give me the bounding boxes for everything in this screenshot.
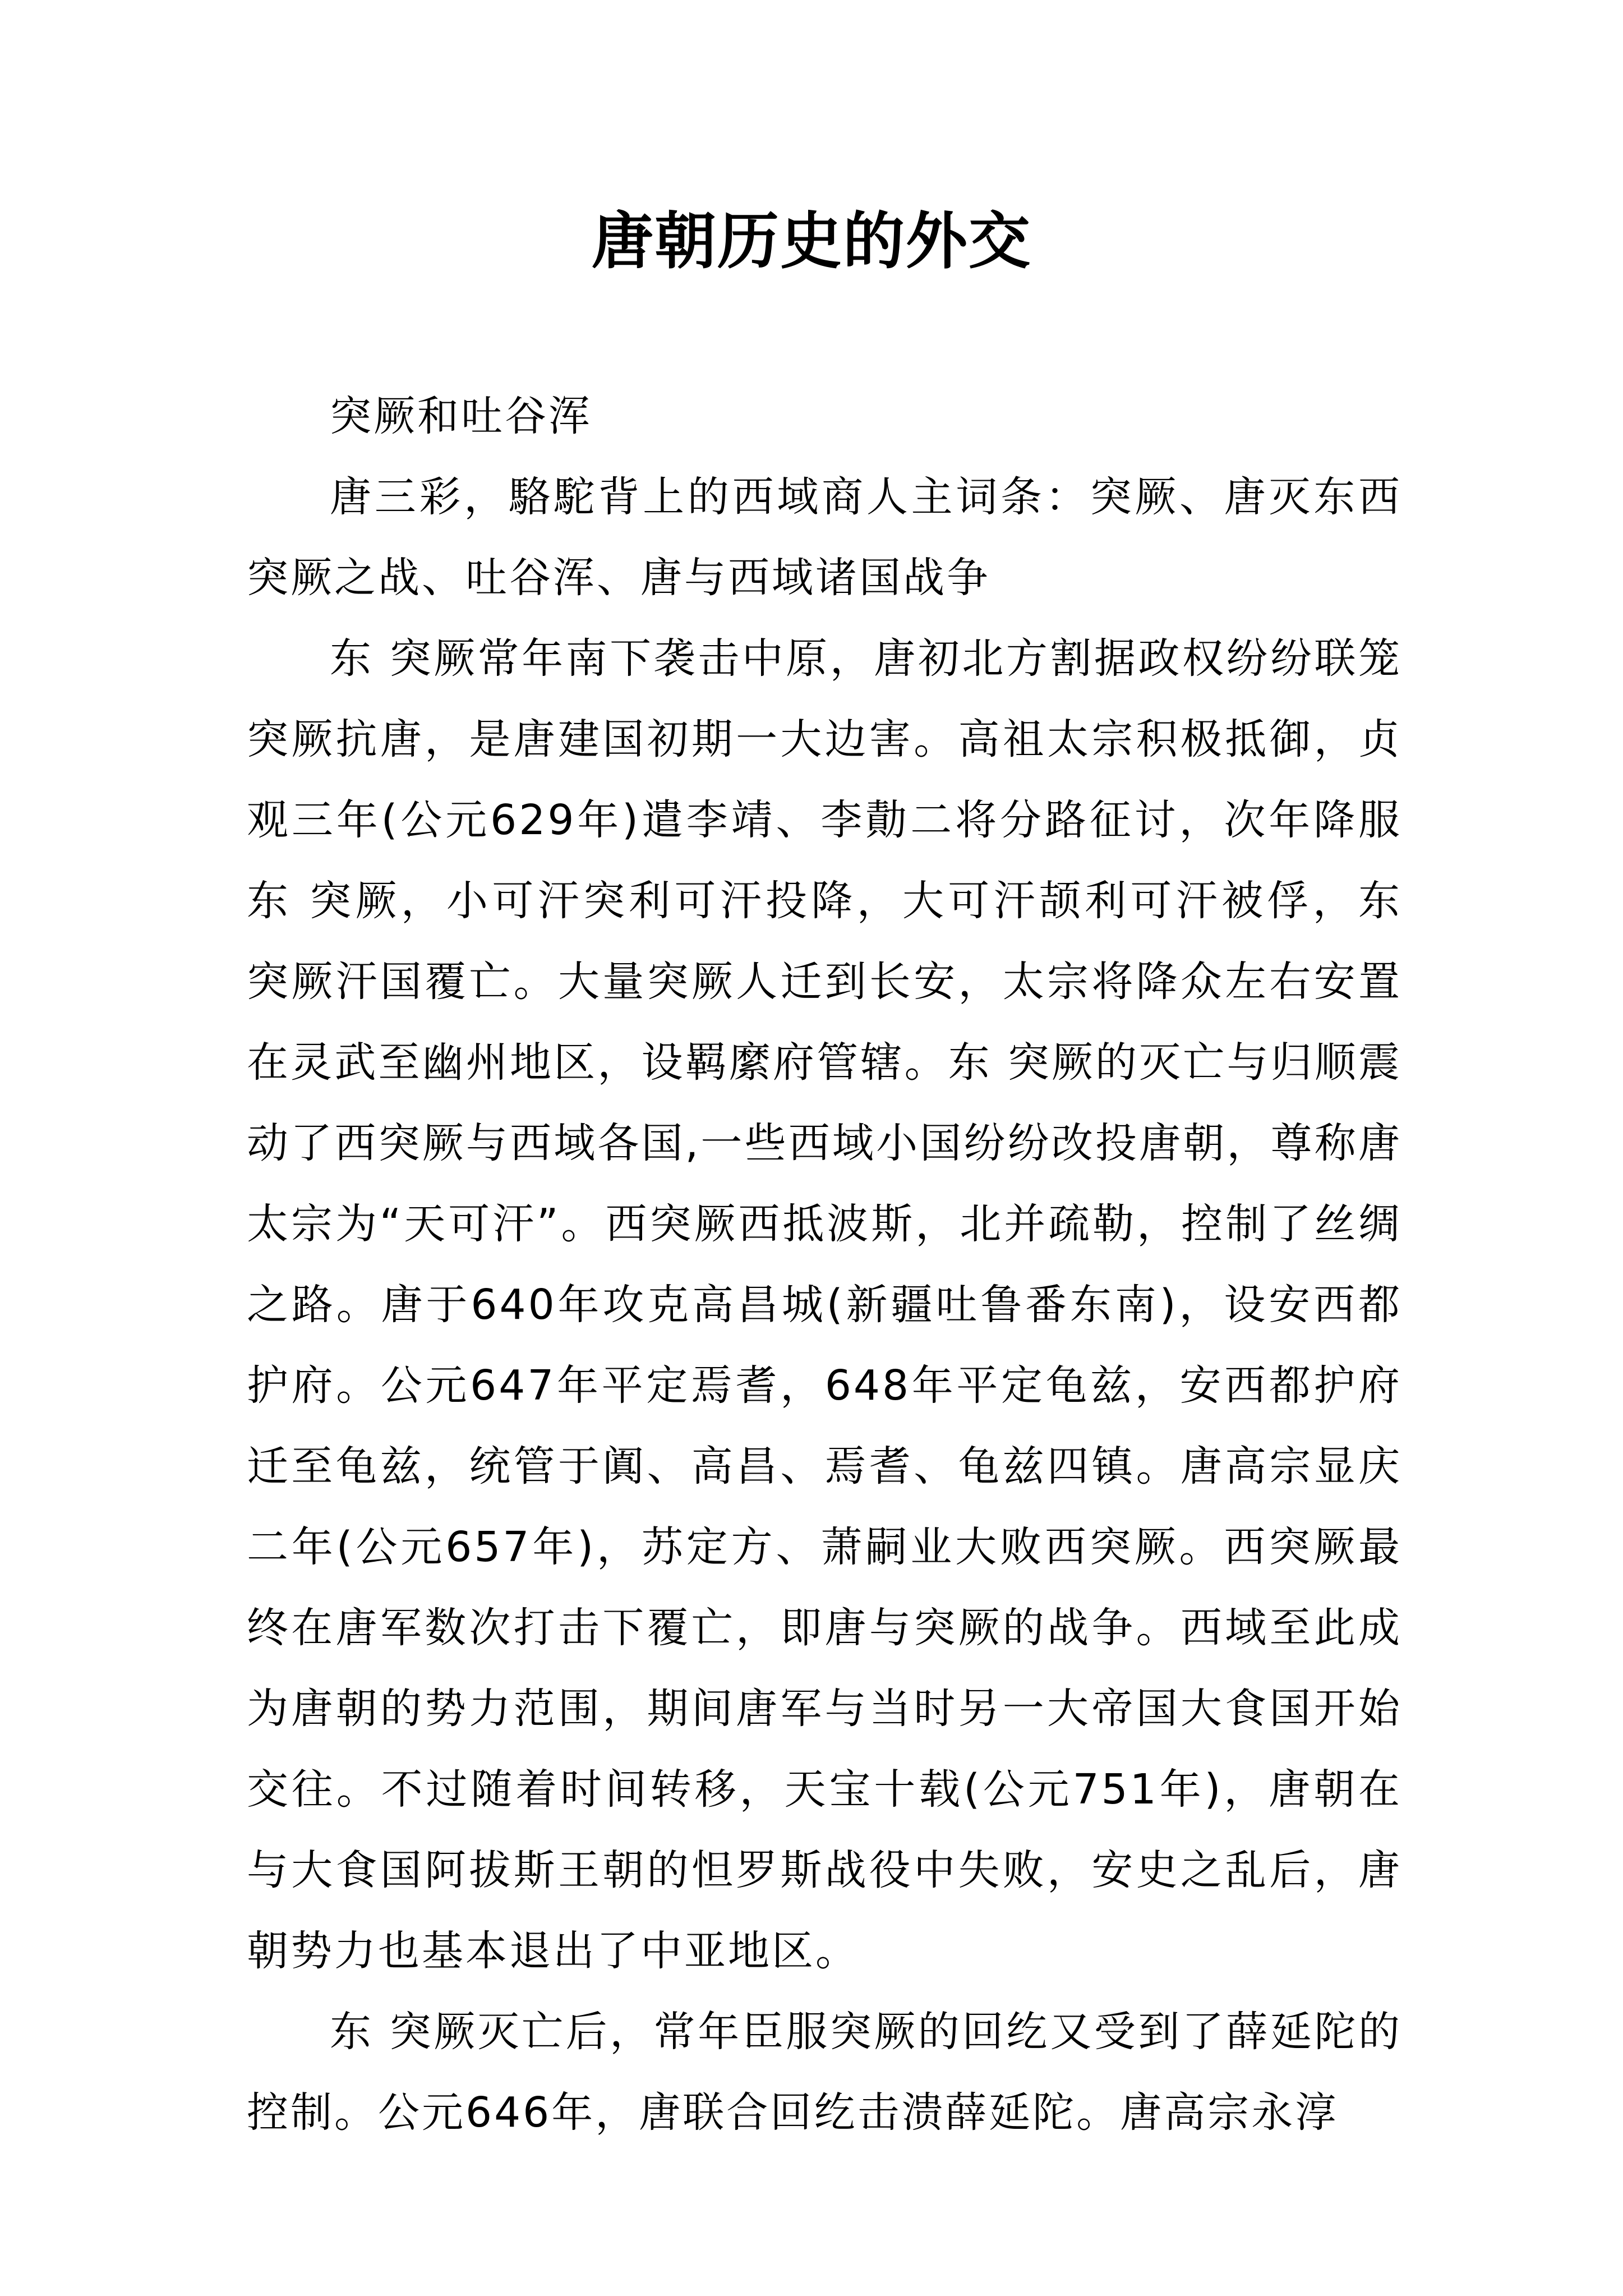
- document-body: [247, 376, 1402, 2153]
- paragraph: 东 突厥灭亡后，常年臣服突厥的回纥又受到了薛延陀的控制。公元646年，唐联合回纥击溃薛延陀。唐高宗永淳: [247, 2008, 1402, 2137]
- section-heading: 突厥和吐谷浑: [330, 392, 592, 440]
- document-title: 唐朝历史的外交: [592, 205, 1031, 277]
- paragraph: 东 突厥常年南下袭击中原，唐初北方割据政权纷纷联笼突厥抗唐，是唐建国初期一大边害。高祖太宗积极抵御，贞观三年(公元629年)遣李靖、李勣二将分路征讨，次年降服东 突厥，小可汗突利可汗投降，大可汗颉利可汗被俘，东 突厥汗国覆亡。大量突厥人迁到长安，太宗将降众左右安置在灵武至幽州地区，设羁縻府管辖。东 突厥的灭亡与归顺震动了西突厥与西域各国,一些西域小国纷纷改投唐朝，尊称唐太宗为“天可汗”。西突厥西抵波斯，北并疏勒，控制了丝绸之路。唐于640年攻克高昌城(新疆吐鲁番东南)，设安西都护府。公元647年平定焉耆，648年平定龟兹，安西都护府迁至龟兹，统管于阗、高昌、焉耆、龟兹四镇。唐高宗显庆二年(公元657年)，苏定方、萧嗣业大败西突厥。西突厥最终在唐军数次打击下覆亡，即唐与突厥的战争。西域至此成为唐朝的势力范围，期间唐军与当时另一大帝国大食国开始交往。不过随着时间转移，天宝十载(公元751年)，唐朝在与大食国阿拔斯王朝的怛罗斯战役中失败，安史之乱后，唐朝势力也基本退出了中亚地区。: [247, 634, 1402, 1975]
- paragraph: 唐三彩，駱駝背上的西域商人主词条：突厥、唐灭东西突厥之战、吐谷浑、唐与西域诸国战争: [247, 473, 1402, 602]
